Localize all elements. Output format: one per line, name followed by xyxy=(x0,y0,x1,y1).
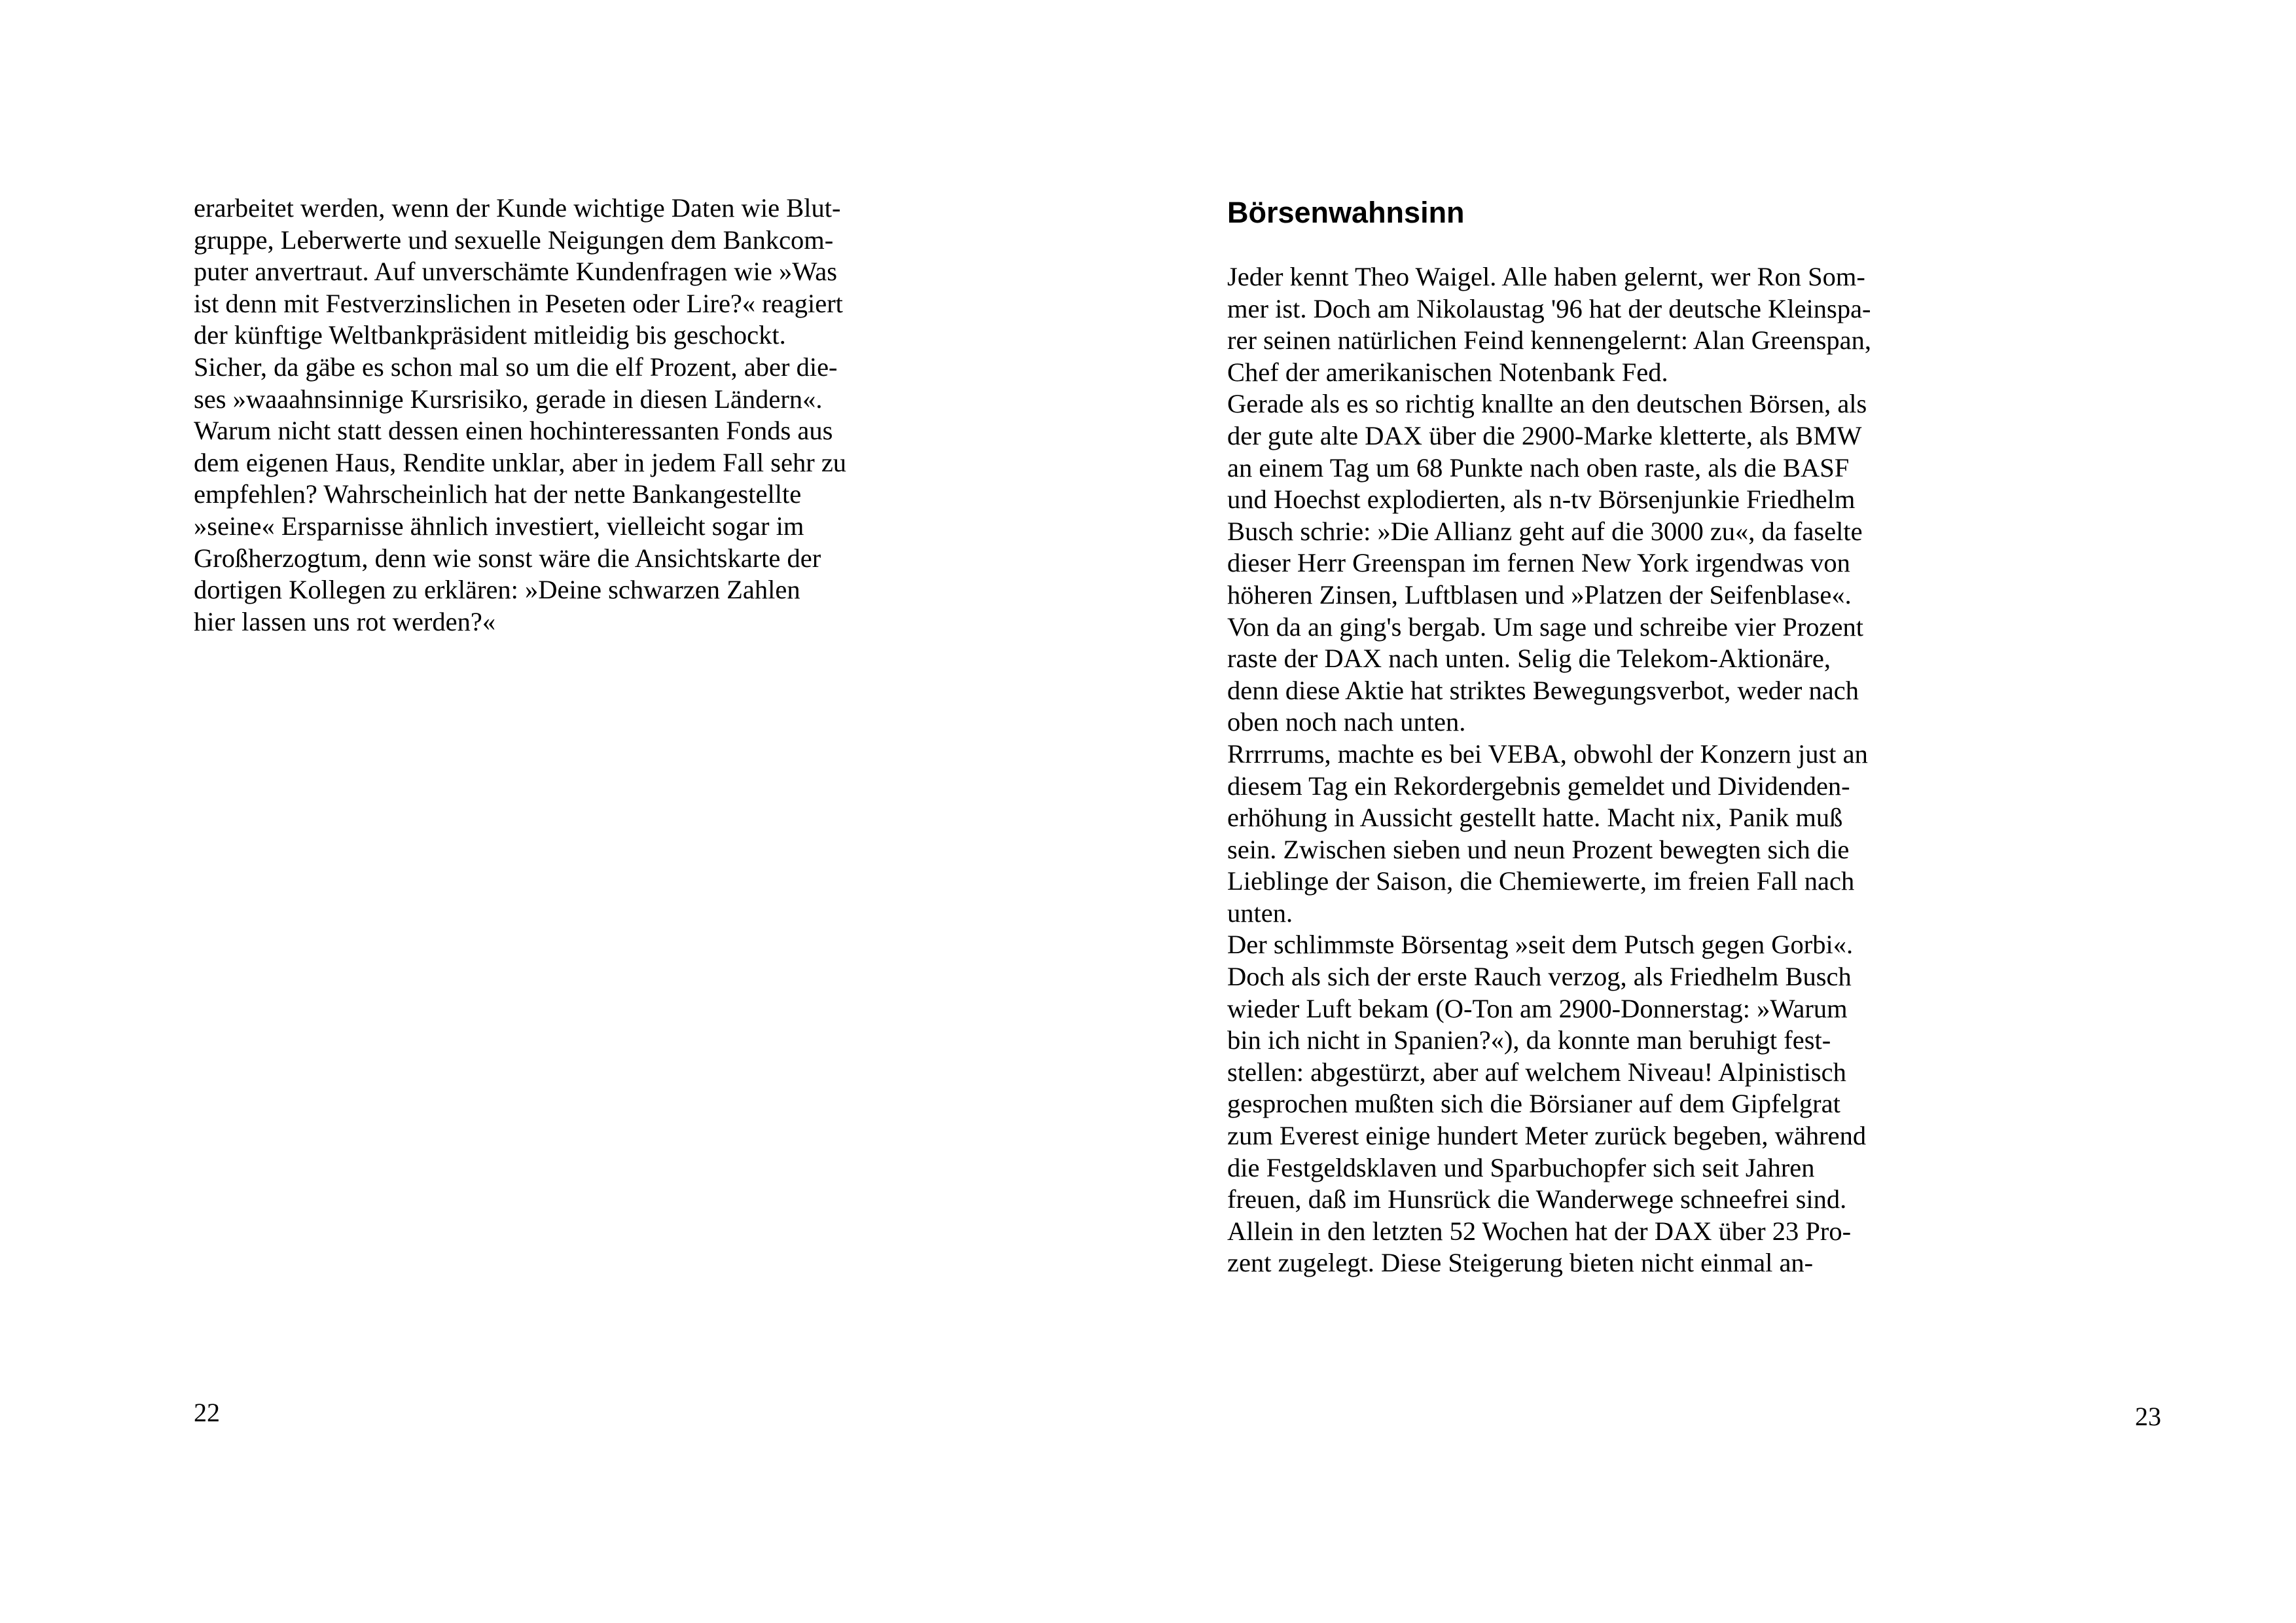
right-line-11: höheren Zinsen, Luftblasen und »Platzen der Seifenblase«. xyxy=(1227,579,1852,610)
right-line-4: Chef der amerikanischen Notenbank Fed. xyxy=(1227,357,1668,387)
left-line-3: puter anvertraut. Auf unverschämte Kundenfragen wie »Was xyxy=(194,257,837,287)
right-line-18: erhöhung in Aussicht gestellt hatte. Macht nix, Panik muß xyxy=(1227,803,1843,833)
left-line-1: erarbeitet werden, wenn der Kunde wichtige Daten wie Blut- xyxy=(194,193,841,223)
right-line-20: Lieblinge der Saison, die Chemiewerte, im freien Fall nach xyxy=(1227,866,1855,896)
left-page-body xyxy=(194,192,846,638)
left-line-8: Warum nicht statt dessen einen hochinteressanten Fonds aus xyxy=(194,416,833,446)
right-line-7: an einem Tag um 68 Punkte nach oben raste, als die BASF xyxy=(1227,452,1850,483)
right-line-17: diesem Tag ein Rekordergebnis gemeldet und Dividenden- xyxy=(1227,771,1850,801)
chapter-heading: Börsenwahnsinn xyxy=(1227,196,1465,229)
right-line-23: Doch als sich der erste Rauch verzog, als Friedhelm Busch xyxy=(1227,962,1852,992)
right-line-2: mer ist. Doch am Nikolaustag '96 hat der deutsche Kleinspa- xyxy=(1227,293,1871,323)
right-line-32: zent zugelegt. Diese Steigerung bieten nicht einmal an- xyxy=(1227,1248,1814,1278)
right-line-12: Von da an ging's bergab. Um sage und schreibe vier Prozent xyxy=(1227,611,1863,642)
right-line-22: Der schlimmste Börsentag »seit dem Putsch gegen Gorbi«. xyxy=(1227,930,1854,960)
right-line-30: freuen, daß im Hunsrück die Wanderwege schneefrei sind. xyxy=(1227,1184,1847,1214)
right-line-26: stellen: abgestürzt, aber auf welchem Niveau! Alpinistisch xyxy=(1227,1057,1846,1087)
right-line-25: bin ich nicht in Spanien?«), da konnte man beruhigt fest- xyxy=(1227,1025,1831,1055)
left-line-7: ses »waaahnsinnige Kursrisiko, gerade in diesen Ländern«. xyxy=(194,384,823,414)
left-line-12: Großherzogtum, denn wie sonst wäre die Ansichtskarte der xyxy=(194,543,821,573)
left-line-2: gruppe, Leberwerte und sexuelle Neigungen dem Bankcom- xyxy=(194,225,834,255)
right-line-19: sein. Zwischen sieben und neun Prozent bewegten sich die xyxy=(1227,834,1850,864)
right-line-5: Gerade als es so richtig knallte an den deutschen Börsen, als xyxy=(1227,389,1867,419)
right-page-body xyxy=(1227,261,1871,1279)
right-line-15: oben noch nach unten. xyxy=(1227,707,1466,737)
right-line-27: gesprochen mußten sich die Börsianer auf dem Gipfelgrat xyxy=(1227,1089,1840,1119)
page-number-left: 22 xyxy=(194,1398,220,1427)
right-line-29: die Festgeldsklaven und Sparbuchopfer sich seit Jahren xyxy=(1227,1152,1815,1182)
right-line-10: dieser Herr Greenspan im fernen New York irgendwas von xyxy=(1227,548,1850,578)
right-line-14: denn diese Aktie hat striktes Bewegungsverbot, weder nach xyxy=(1227,675,1859,705)
left-line-6: Sicher, da gäbe es schon mal so um die elf Prozent, aber die- xyxy=(194,352,838,382)
right-line-8: und Hoechst explodierten, als n-tv Börsenjunkie Friedhelm xyxy=(1227,484,1856,515)
right-line-13: raste der DAX nach unten. Selig die Telekom-Aktionäre, xyxy=(1227,644,1831,674)
left-line-9: dem eigenen Haus, Rendite unklar, aber in jedem Fall sehr zu xyxy=(194,447,847,477)
right-line-16: Rrrrrums, machte es bei VEBA, obwohl der Konzern just an xyxy=(1227,739,1868,769)
right-line-31: Allein in den letzten 52 Wochen hat der DAX über 23 Pro- xyxy=(1227,1216,1852,1246)
right-line-9: Busch schrie: »Die Allianz geht auf die 3000 zu«, da faselte xyxy=(1227,516,1863,546)
left-line-4: ist denn mit Festverzinslichen in Peseten oder Lire?« reagiert xyxy=(194,288,843,318)
left-line-14: hier lassen uns rot werden?« xyxy=(194,606,496,636)
left-line-10: empfehlen? Wahrscheinlich hat der nette Bankangestellte xyxy=(194,479,802,509)
right-line-6: der gute alte DAX über die 2900-Marke kletterte, als BMW xyxy=(1227,420,1862,450)
right-line-1: Jeder kennt Theo Waigel. Alle haben gelernt, wer Ron Som- xyxy=(1227,262,1865,291)
left-line-11: »seine« Ersparnisse ähnlich investiert, vielleicht sogar im xyxy=(194,511,804,541)
right-line-21: unten. xyxy=(1227,898,1293,928)
left-line-5: der künftige Weltbankpräsident mitleidig bis geschockt. xyxy=(194,320,786,350)
right-line-3: rer seinen natürlichen Feind kennengelernt: Alan Greenspan, xyxy=(1227,325,1872,356)
right-line-24: wieder Luft bekam (O-Ton am 2900-Donnerstag: »Warum xyxy=(1227,993,1848,1023)
page-number-right: 23 xyxy=(2135,1402,2161,1431)
right-line-28: zum Everest einige hundert Meter zurück begeben, während xyxy=(1227,1121,1867,1151)
left-line-13: dortigen Kollegen zu erklären: »Deine schwarzen Zahlen xyxy=(194,575,800,605)
